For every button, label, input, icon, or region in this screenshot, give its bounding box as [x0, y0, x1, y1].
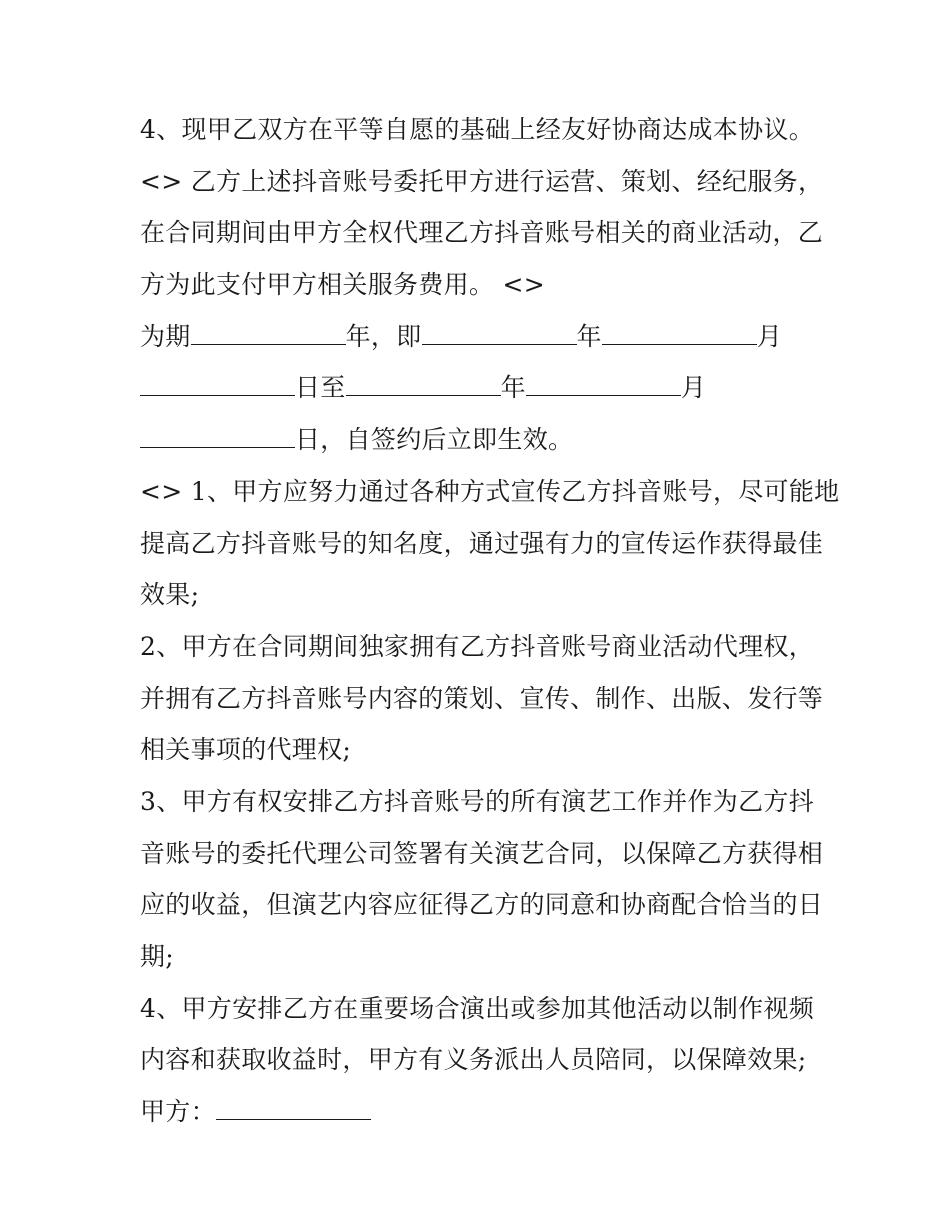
term-label-month: 月 [756, 321, 783, 351]
paragraph-line-16: 应的收益，但演艺内容应征得乙方的同意和协商配合恰当的日 [140, 890, 824, 920]
paragraph-line-10: 效果; [140, 580, 200, 610]
term-label-effective: 日，自签约后立即生效。 [295, 425, 574, 455]
party-a-signature-blank[interactable] [216, 1099, 371, 1120]
paragraph-line-4: 方为此支付甲方相关服务费用。 <> [140, 270, 545, 300]
paragraph-line-2: <> 乙方上述抖音账号委托甲方进行运营、策划、经纪服务， [140, 166, 824, 196]
blank-end-year[interactable] [346, 375, 501, 396]
term-label-year: 年 [576, 321, 602, 351]
paragraph-line-9: 提高乙方抖音账号的知名度，通过强有力的宣传运作获得最佳 [140, 528, 824, 558]
term-label-year-namely: 年，即 [345, 321, 422, 351]
paragraph-line-15: 音账号的委托代理公司签署有关演艺合同，以保障乙方获得相 [140, 838, 824, 868]
paragraph-line-11: 2、甲方在合同期间独家拥有乙方抖音账号商业活动代理权， [140, 631, 815, 661]
term-line-2 [140, 358, 820, 410]
paragraph-line-1: 4、现甲乙双方在平等自愿的基础上经友好协商达成本协议。 [140, 115, 815, 144]
blank-end-month[interactable] [526, 375, 681, 396]
term-label-period: 为期 [140, 321, 191, 351]
blank-start-year[interactable] [422, 324, 577, 345]
blank-start-month[interactable] [602, 324, 757, 345]
paragraph-line-3: 在合同期间由甲方全权代理乙方抖音账号相关的商业活动，乙 [140, 218, 824, 248]
term-label-end-year: 年 [500, 373, 526, 403]
term-line-3 [140, 410, 820, 462]
blank-start-day[interactable] [140, 375, 295, 396]
paragraph-line-19: 内容和获取收益时，甲方有义务派出人员陪同，以保障效果; [140, 1045, 807, 1075]
paragraph-line-8: <> 1、甲方应努力通过各种方式宣传乙方抖音账号，尽可能地 [140, 476, 840, 506]
party-a-label: 甲方： [140, 1097, 216, 1127]
signature-line-party-a [140, 1082, 820, 1134]
paragraph-line-13: 相关事项的代理权; [140, 735, 352, 765]
term-line-1 [140, 307, 820, 359]
paragraph-line-17: 期; [140, 942, 175, 971]
document-page [140, 100, 840, 1134]
term-label-end-month: 月 [680, 373, 707, 403]
paragraph-line-14: 3、甲方有权安排乙方抖音账号的所有演艺工作并作为乙方抖 [140, 786, 815, 816]
blank-years[interactable] [191, 324, 346, 345]
term-label-day-to: 日至 [295, 373, 346, 403]
paragraph-line-18: 4、甲方安排乙方在重要场合演出或参加其他活动以制作视频 [140, 993, 815, 1023]
paragraph-line-12: 并拥有乙方抖音账号内容的策划、宣传、制作、出版、发行等 [140, 683, 824, 713]
blank-end-day[interactable] [140, 427, 295, 448]
